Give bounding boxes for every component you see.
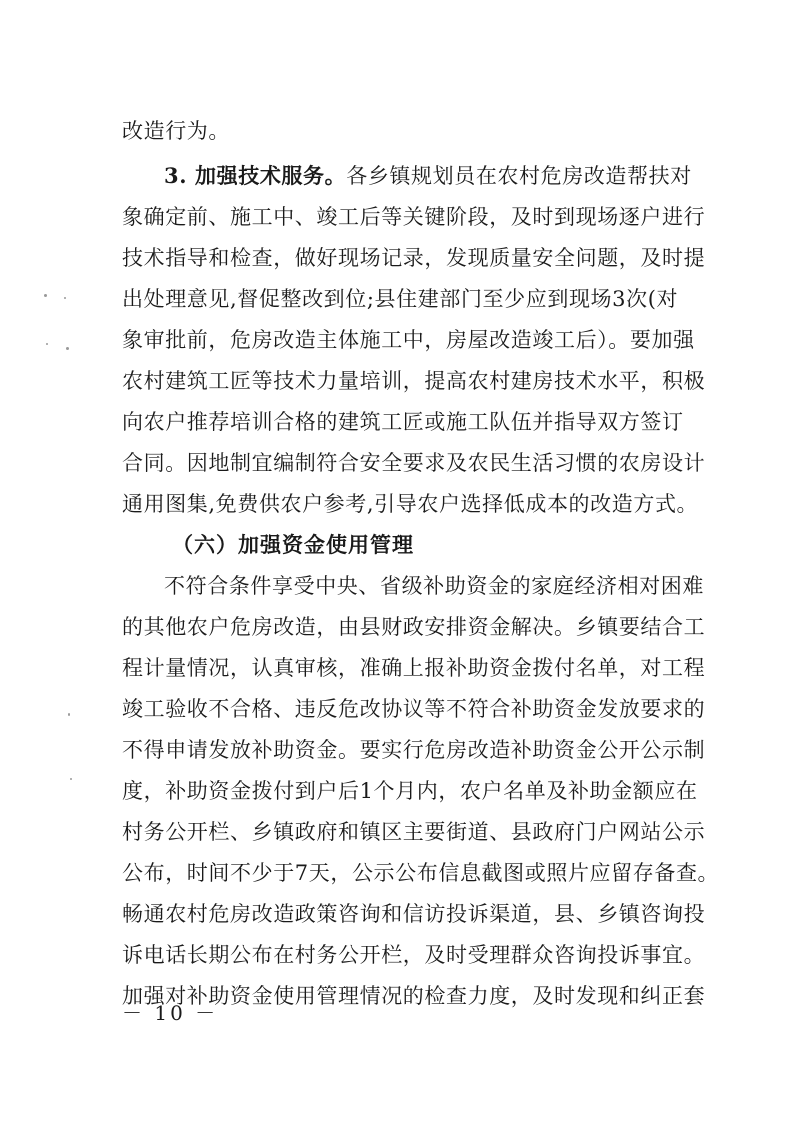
body-line: 向农户推荐培训合格的建筑工匠或施工队伍并指导双方签订: [122, 410, 684, 434]
scan-speck: [44, 294, 47, 297]
body-line: 合同。因地制宜编制符合安全要求及农民生活习惯的农房设计: [122, 451, 706, 475]
item-heading: 3. 加强技术服务。: [164, 163, 347, 188]
body-line: 不符合条件享受中央、省级补助资金的家庭经济相对困难: [164, 574, 704, 598]
body-line: 技术指导和检查，做好现场记录，发现质量安全问题，及时提: [122, 246, 706, 270]
body-line: 象审批前，危房改造主体施工中，房屋改造竣工后）。要加强: [122, 328, 695, 352]
body-line: 竣工验收不合格、违反危改协议等不符合补助资金发放要求的: [122, 697, 706, 721]
body-line: 村务公开栏、乡镇政府和镇区主要街道、县政府门户网站公示: [122, 820, 706, 844]
body-line: 改造行为。: [122, 119, 230, 143]
body-line: [164, 161, 692, 191]
scan-speck: [64, 297, 66, 299]
body-line: 公布，时间不少于7天，公示公布信息截图或照片应留存备查。: [122, 861, 720, 885]
body-line: 象确定前、施工中、竣工后等关键阶段，及时到现场逐户进行: [122, 205, 706, 229]
body-line: 出处理意见,督促整改到位;县住建部门至少应到现场3次(对: [122, 287, 679, 311]
body-text: 各乡镇规划员在农村危房改造帮扶对: [346, 164, 692, 188]
body-line: 的其他农户危房改造，由县财政安排资金解决。乡镇要结合工: [122, 615, 706, 639]
body-line: 畅通农村危房改造政策咨询和信访投诉渠道，县、乡镇咨询投: [122, 902, 706, 926]
section-heading: （六）加强资金使用管理: [172, 532, 414, 557]
scan-speck: [68, 713, 70, 716]
body-line: 度，补助资金拨付到户后1个月内，农户名单及补助金额应在: [122, 779, 698, 803]
body-line: 程计量情况，认真审核，准确上报补助资金拨付名单，对工程: [122, 656, 706, 680]
body-line: 不得申请发放补助资金。要实行危房改造补助资金公开公示制: [122, 738, 706, 762]
page-number: － 10 －: [122, 1001, 219, 1025]
body-line: 农村建筑工匠等技术力量培训，提高农村建房技术水平，积极: [122, 369, 706, 393]
scan-speck: [46, 343, 48, 345]
body-line: 通用图集,免费供农户参考,引导农户选择低成本的改造方式。: [122, 492, 699, 516]
scan-speck: [66, 347, 69, 350]
body-line: 诉电话长期公布在村务公开栏，及时受理群众咨询投诉事宜。: [122, 943, 706, 967]
body-line: 加强对补助资金使用管理情况的检查力度，及时发现和纠正套: [122, 984, 706, 1008]
scan-speck: [70, 778, 72, 780]
